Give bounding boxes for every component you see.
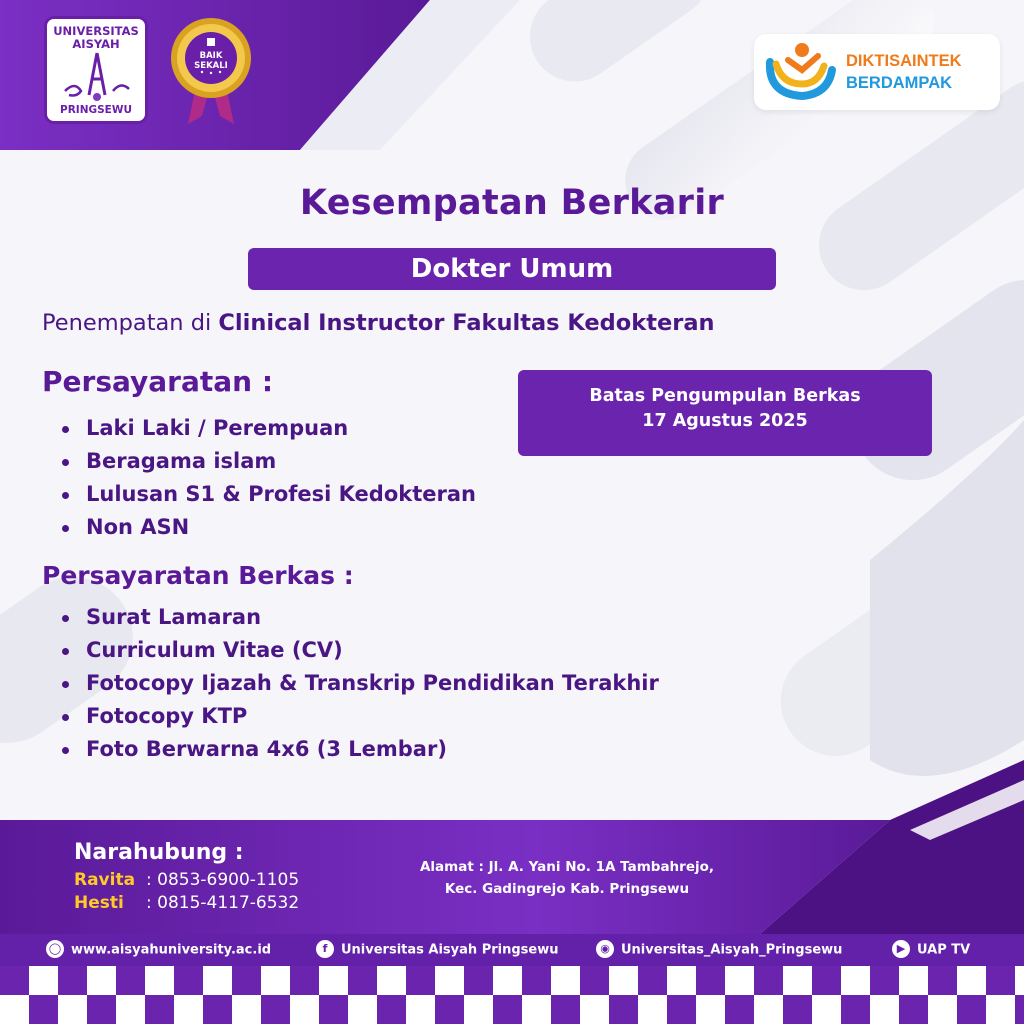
accreditation-badge — [166, 16, 256, 128]
contact-phone: : 0853-6900-1105 — [146, 870, 300, 890]
checker-cell — [841, 966, 870, 995]
job-role-banner: Dokter Umum — [248, 248, 776, 290]
checker-cell — [58, 995, 87, 1024]
checker-cell — [29, 995, 58, 1024]
checker-cell — [406, 995, 435, 1024]
checker-cell — [290, 995, 319, 1024]
checker-cell — [551, 995, 580, 1024]
checker-cell — [957, 995, 986, 1024]
checker-cell — [0, 966, 29, 995]
checker-cell — [87, 995, 116, 1024]
checker-cell — [464, 995, 493, 1024]
list-item: Laki Laki / Perempuan — [62, 412, 476, 445]
checker-cell — [203, 966, 232, 995]
facebook-icon: f — [316, 940, 334, 958]
website-link[interactable]: ◯ www.aisyahuniversity.ac.id — [46, 941, 271, 959]
list-item: Non ASN — [62, 511, 476, 544]
accreditation-label: BAIK SEKALI — [194, 51, 228, 71]
contact-name: Hesti — [74, 893, 124, 913]
checker-cell — [174, 995, 203, 1024]
contact-row — [74, 893, 299, 913]
checker-cell — [406, 966, 435, 995]
checker-cell — [522, 966, 551, 995]
checker-cell — [435, 966, 464, 995]
youtube-icon: ▶ — [892, 940, 910, 958]
checker-cell — [87, 966, 116, 995]
requirements-list — [62, 412, 476, 544]
diktisaintek-emblem-icon — [762, 40, 840, 104]
checker-cell — [899, 995, 928, 1024]
checker-cell — [986, 995, 1015, 1024]
checker-cell — [464, 966, 493, 995]
diktisaintek-logo — [754, 34, 1000, 110]
checker-cell — [493, 966, 522, 995]
checker-cell — [812, 995, 841, 1024]
checker-cell — [841, 995, 870, 1024]
documents-list — [62, 601, 659, 766]
page-title: Kesempatan Berkarir — [299, 183, 725, 223]
checker-cell — [348, 966, 377, 995]
checker-cell — [609, 995, 638, 1024]
checker-cell — [783, 995, 812, 1024]
instagram-icon: ◉ — [596, 940, 614, 958]
diktisaintek-line1: DIKTISAINTEK — [846, 52, 962, 70]
checker-cell — [696, 966, 725, 995]
checker-cell — [319, 995, 348, 1024]
placement-prefix: Penempatan di — [42, 310, 219, 336]
checker-cell — [551, 966, 580, 995]
checker-cell — [116, 966, 145, 995]
checker-cell — [986, 966, 1015, 995]
checker-cell — [870, 995, 899, 1024]
deadline-box — [518, 370, 932, 456]
checker-cell — [261, 995, 290, 1024]
checker-cell — [29, 966, 58, 995]
checker-cell — [0, 995, 29, 1024]
checker-cell — [116, 995, 145, 1024]
address-line2: Kec. Gadingrejo Kab. Pringsewu — [444, 881, 690, 897]
accreditation-seal-icon — [166, 16, 256, 128]
university-logo-city: PRINGSEWU — [60, 104, 132, 116]
requirements-heading: Persayaratan : — [42, 365, 274, 398]
checker-cell — [493, 995, 522, 1024]
checker-cell — [609, 966, 638, 995]
facebook-link[interactable]: f Universitas Aisyah Pringsewu — [316, 941, 558, 959]
checker-cell — [638, 995, 667, 1024]
checker-cell — [928, 995, 957, 1024]
checker-cell — [870, 966, 899, 995]
university-logo — [44, 16, 148, 124]
checker-cell — [319, 966, 348, 995]
university-logo-name: UNIVERSITAS AISYAH — [53, 24, 139, 51]
checker-cell — [145, 966, 174, 995]
checker-cell — [899, 966, 928, 995]
diktisaintek-line2: BERDAMPAK — [846, 74, 953, 92]
checker-cell — [522, 995, 551, 1024]
checker-cell — [1015, 995, 1024, 1024]
contact-name: Ravita — [74, 870, 136, 890]
checker-cell — [145, 995, 174, 1024]
list-item: Foto Berwarna 4x6 (3 Lembar) — [62, 733, 659, 766]
checker-cell — [435, 995, 464, 1024]
checker-cell — [754, 966, 783, 995]
instagram-link[interactable]: ◉ Universitas_Aisyah_Pringsewu — [596, 941, 842, 959]
checker-cell — [348, 995, 377, 1024]
list-item: Fotocopy Ijazah & Transkrip Pendidikan Terakhir — [62, 667, 659, 700]
checker-cell — [754, 995, 783, 1024]
list-item: Curriculum Vitae (CV) — [62, 634, 659, 667]
contact-row — [74, 870, 299, 890]
checker-cell — [58, 966, 87, 995]
list-item: Lulusan S1 & Profesi Kedokteran — [62, 478, 476, 511]
checker-cell — [580, 966, 609, 995]
checker-cell — [812, 966, 841, 995]
checker-cell — [725, 995, 754, 1024]
checker-cell — [1015, 966, 1024, 995]
youtube-link[interactable]: ▶ UAP TV — [892, 941, 970, 959]
checker-cell — [232, 995, 261, 1024]
checker-cell — [580, 995, 609, 1024]
checker-cell — [232, 966, 261, 995]
checker-cell — [783, 966, 812, 995]
checker-cell — [928, 966, 957, 995]
address-line1: Alamat : Jl. A. Yani No. 1A Tambahrejo, — [419, 859, 715, 875]
checker-cell — [290, 966, 319, 995]
checker-cell — [667, 995, 696, 1024]
checker-cell — [174, 966, 203, 995]
checkerboard-strip — [0, 966, 1024, 1024]
address — [384, 856, 750, 900]
calligraphy-icon — [59, 51, 135, 103]
list-item: Beragama islam — [62, 445, 476, 478]
checker-cell — [261, 966, 290, 995]
placement-value: Clinical Instructor Fakultas Kedokteran — [218, 310, 715, 336]
checker-cell — [638, 966, 667, 995]
checker-cell — [725, 966, 754, 995]
deadline-date: 17 Agustus 2025 — [642, 411, 808, 431]
checker-cell — [203, 995, 232, 1024]
checker-cell — [696, 995, 725, 1024]
list-item: Surat Lamaran — [62, 601, 659, 634]
contact-heading: Narahubung : — [74, 840, 244, 865]
checker-cell — [667, 966, 696, 995]
checker-cell — [957, 966, 986, 995]
globe-icon: ◯ — [46, 940, 64, 958]
documents-heading: Persayaratan Berkas : — [42, 561, 354, 590]
list-item: Fotocopy KTP — [62, 700, 659, 733]
checker-cell — [377, 966, 406, 995]
checker-cell — [377, 995, 406, 1024]
placement-text — [42, 310, 715, 336]
contact-phone: : 0815-4117-6532 — [146, 893, 300, 913]
deadline-label: Batas Pengumpulan Berkas — [589, 386, 861, 406]
